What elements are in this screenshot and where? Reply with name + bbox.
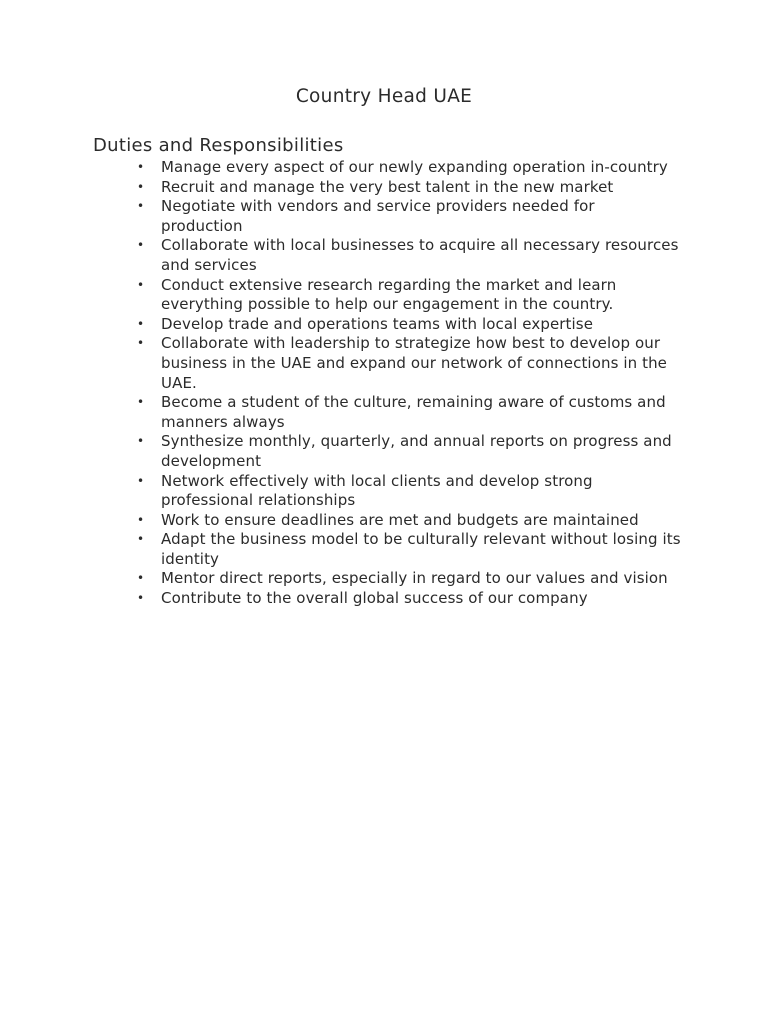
duty-list-item	[137, 393, 681, 432]
bullet-icon: •	[137, 395, 145, 410]
duty-list-item	[137, 589, 681, 609]
duty-list-item	[137, 158, 681, 178]
duty-text: Mentor direct reports, especially in regard to our values and vision	[161, 569, 668, 588]
duty-list-item	[137, 275, 681, 315]
bullet-icon: •	[137, 160, 145, 174]
duty-text: Contribute to the overall global success of our company	[161, 589, 588, 608]
duty-text: Adapt the business model to be culturally relevant without losing its identity	[161, 530, 681, 568]
duty-text: Develop trade and operations teams with local expertise	[161, 314, 594, 333]
duty-text: Collaborate with local businesses to acquire all necessary resources and services	[161, 236, 679, 274]
duty-list-item	[137, 334, 681, 393]
duty-list-item	[137, 432, 681, 471]
duty-list-item	[137, 530, 681, 569]
duty-text: Network effectively with local clients and develop strong professional relationships	[161, 471, 593, 510]
bullet-icon: •	[137, 316, 145, 331]
bullet-icon: •	[137, 571, 145, 586]
duty-text: Conduct extensive research regarding the market and learn everything possible to help our engagement in the country.	[161, 275, 617, 314]
bullet-icon: •	[137, 591, 145, 606]
duty-list-item	[137, 569, 681, 589]
duties-list	[137, 158, 681, 609]
bullet-icon: •	[137, 336, 145, 351]
bullet-icon: •	[137, 277, 145, 292]
duty-text: Synthesize monthly, quarterly, and annual reports on progress and development	[161, 432, 672, 470]
bullet-icon: •	[137, 434, 145, 449]
bullet-icon: •	[137, 532, 145, 547]
bullet-icon: •	[137, 179, 145, 194]
bullet-icon: •	[137, 238, 145, 253]
duty-text: Manage every aspect of our newly expanding operation in-country	[161, 158, 668, 176]
bullet-icon: •	[137, 512, 145, 527]
duty-list-item	[137, 471, 681, 511]
section-heading-duties: Duties and Responsibilities	[93, 135, 344, 156]
bullet-icon: •	[137, 473, 145, 488]
bullet-icon: •	[137, 199, 145, 214]
duty-list-item	[137, 236, 681, 275]
duty-text: Become a student of the culture, remaining aware of customs and manners always	[161, 393, 666, 431]
duty-text: Recruit and manage the very best talent in the new market	[161, 177, 614, 196]
duty-list-item	[137, 510, 681, 531]
document-title: Country Head UAE	[295, 86, 473, 107]
duty-list-item	[137, 177, 681, 198]
duty-list-item	[137, 314, 681, 335]
duty-text: Negotiate with vendors and service providers needed for production	[161, 197, 595, 235]
duty-text: Work to ensure deadlines are met and budgets are maintained	[161, 510, 639, 529]
duty-text: Collaborate with leadership to strategize how best to develop our business in the UAE and expand our network of connections in the UAE.	[161, 334, 668, 392]
duty-list-item	[137, 197, 681, 236]
